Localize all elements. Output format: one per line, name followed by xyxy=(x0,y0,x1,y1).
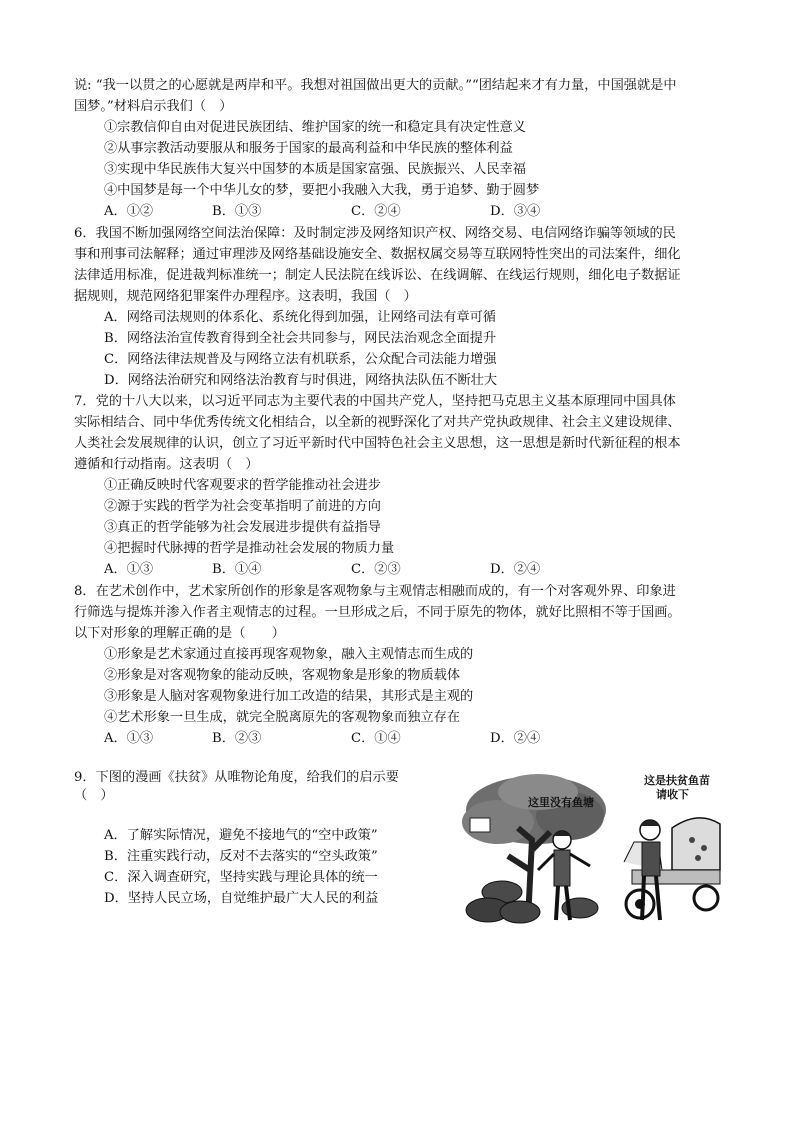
q7-stem-line-1: 7．党的十八大以来，以习近平同志为主要代表的中国共产党人，坚持把马克思主义基本原理同中国具体 xyxy=(74,394,676,409)
q6-option-a: A．网络司法规则的体系化、系统化得到加强，让网络司法有章可循 xyxy=(104,310,496,325)
q7-options xyxy=(104,560,574,580)
q6-stem-line-3: 法律适用标准，促进裁判标准统一；制定人民法院在线诉讼、在线调解、在线运行规则，细化电子数据证 xyxy=(74,268,681,283)
q8-option-c: C．①④ xyxy=(351,731,401,746)
q5-stem-line-2: 国梦。”材料启示我们（ ） xyxy=(74,99,233,114)
q5-item-3: ③实现中华民族伟大复兴中国梦的本质是国家富强、民族振兴、人民幸福 xyxy=(104,162,526,177)
q5-item-2: ②从事宗教活动要服从和服务于国家的最高利益和中华民族的整体利益 xyxy=(104,141,513,156)
q8-option-a: A．①③ xyxy=(104,731,154,746)
right-speech-line-1: 这是扶贫鱼苗 xyxy=(644,774,710,787)
q7-stem-line-3: 人类社会发展规律的认识，创立了习近平新时代中国特色社会主义思想，这一思想是新时代新征程的根本 xyxy=(74,436,681,451)
q9-option-d: D．坚持人民立场，自觉维护最广大人民的利益 xyxy=(104,891,379,906)
q7-stem-line-4: 遵循和行动指南。这表明（ ） xyxy=(74,457,259,472)
q7-item-3: ③真正的哲学能够为社会发展进步提供有益指导 xyxy=(104,520,381,535)
q5-option-c: C．②④ xyxy=(351,204,401,219)
q5-options xyxy=(104,202,574,222)
q8-option-d: D．②④ xyxy=(490,731,541,746)
q8-stem-line-2: 行筛选与提炼并渗入作者主观情志的过程。一旦形成之后，不同于原先的物体，就好比照相不等于国画。 xyxy=(74,605,681,620)
q5-option-d: D．③④ xyxy=(490,204,541,219)
q8-stem-line-3: 以下对形象的理解正确的是（ ） xyxy=(74,626,285,641)
q9-option-a: A．了解实际情况，避免不接地气的“空中政策” xyxy=(104,828,378,843)
poverty-alleviation-cartoon xyxy=(458,770,728,930)
q6-option-d: D．网络法治研究和网络法治教育与时俱进，网络执法队伍不断壮大 xyxy=(104,373,498,388)
q8-stem-line-1: 8．在艺术创作中，艺术家所创作的形象是客观物象与主观情志相融而成的，有一个对客观外界、印象进 xyxy=(74,584,676,599)
right-speech-line-2: 请收下 xyxy=(656,788,689,801)
q7-item-2: ②源于实践的哲学为社会变革指明了前进的方向 xyxy=(104,499,381,514)
q8-item-3: ③形象是人脑对客观物象进行加工改造的结果，其形式是主观的 xyxy=(104,689,474,704)
q8-item-1: ①形象是艺术家通过直接再现客观物象，融入主观情志而生成的 xyxy=(104,647,474,662)
q9-option-c: C．深入调查研究，坚持实践与理论具体的统一 xyxy=(104,870,378,885)
q5-item-1: ①宗教信仰自由对促进民族团结、维护国家的统一和稳定具有决定性意义 xyxy=(104,120,526,135)
q6-stem-line-2: 事和刑事司法解释；通过审理涉及网络基础设施安全、数据权属交易等互联网特性突出的司法案件，细化 xyxy=(74,247,681,262)
left-speech-text: 这里没有鱼塘 xyxy=(528,796,594,809)
q7-stem-line-2: 实际相结合、同中华优秀传统文化相结合，以全新的视野深化了对共产党执政规律、社会主义建设规律、 xyxy=(74,415,681,430)
q7-option-b: B．①④ xyxy=(212,562,262,577)
q7-option-d: D．②④ xyxy=(490,562,541,577)
q9-option-b: B．注重实践行动，反对不去落实的“空头政策” xyxy=(104,849,378,864)
q7-item-1: ①正确反映时代客观要求的哲学能推动社会进步 xyxy=(104,478,381,493)
q5-item-4: ④中国梦是每一个中华儿女的梦，要把小我融入大我，勇于追梦、勤于圆梦 xyxy=(104,183,540,198)
q6-option-b: B．网络法治宣传教育得到全社会共同参与，网民法治观念全面提升 xyxy=(104,331,497,346)
q8-option-b: B．②③ xyxy=(212,731,262,746)
official-with-cart xyxy=(624,818,720,920)
q8-item-4: ④艺术形象一旦生成，就完全脱离原先的客观物象而独立存在 xyxy=(104,710,461,725)
q7-option-c: C．②③ xyxy=(351,562,401,577)
q6-stem-line-1: 6．我国不断加强网络空间法治保障：及时制定涉及网络知识产权、网络交易、电信网络诈骗等领域的民 xyxy=(74,226,676,241)
q8-item-2: ②形象是对客观物象的能动反映，客观物象是形象的物质载体 xyxy=(104,668,461,683)
q7-option-a: A．①③ xyxy=(104,562,154,577)
q6-option-c: C．网络法律法规普及与网络立法有机联系，公众配合司法能力增强 xyxy=(104,352,497,367)
q9-stem-line-2: （ ） xyxy=(74,788,114,803)
q5-option-b: B．①③ xyxy=(212,204,262,219)
q7-item-4: ④把握时代脉搏的哲学是推动社会发展的物质力量 xyxy=(104,541,395,556)
q6-stem-line-4: 据规则，规范网络犯罪案件办理程序。这表明，我国（ ） xyxy=(74,289,417,304)
q5-option-a: A．①② xyxy=(104,204,154,219)
q9-stem-line-1: 9．下图的漫画《扶贫》从唯物论角度，给我们的启示要 xyxy=(74,770,399,785)
q5-stem-line-1: 说: “我一以贯之的心愿就是两岸和平。我想对祖国做出更大的贡献。”“团结起来才有力量，中国强就是中 xyxy=(74,78,677,93)
q8-options xyxy=(104,729,574,749)
